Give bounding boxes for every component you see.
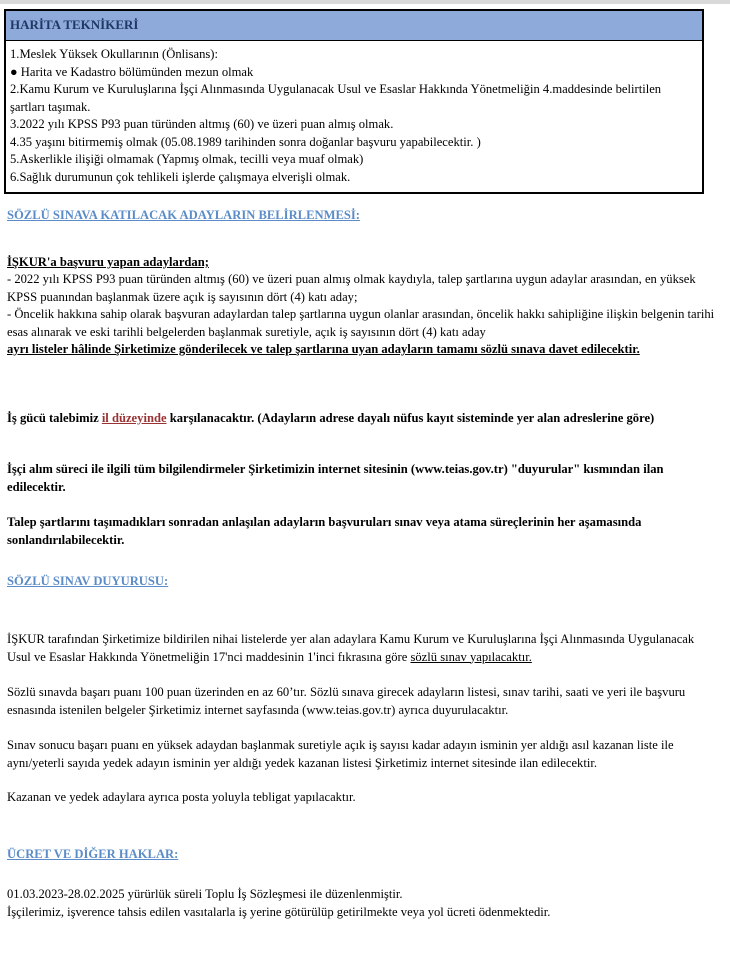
selection-paragraph-2: - Öncelik hakkına sahip olarak başvuran adaylardan talep şartlarına uygun olanlar arasından, öncelik hakkı sahipliğine ilişkin belgenin tarihi esas alınarak ve eski tarihli belgelerden başlanmak suretiyle, açık iş sayısının dört (4) katı aday [7, 307, 715, 339]
requirement-item: 3.2022 yılı KPSS P93 puan türünden altmış (60) ve üzeri puan almış olmak. [10, 117, 394, 131]
requirements-list [6, 41, 702, 186]
notice-workforce-pre: İş gücü talebimiz [7, 411, 102, 425]
notice-workforce [7, 410, 719, 428]
wages-title: ÜCRET VE DİĞER HAKLAR: [7, 847, 179, 861]
notice-announcements: İşçi alım süreci ile ilgili tüm bilgilendirmeler Şirketimizin internet sitesinin (www.teias.gov.tr) "duyurular" kısmından ilan edilecektir. [7, 462, 664, 494]
province-level-link[interactable]: il düzeyinde [101, 411, 167, 425]
selection-paragraph-1: - 2022 yılı KPSS P93 puan türünden altmış (60) ve üzeri puan almış olmak kaydıyla, talep şartlarına uygun adaylar arasından, en yüksek KPSS puanından başlanmak üzere açık iş sayısının dört (4) katı aday; [7, 272, 696, 304]
wages-line-2: İşçilerimiz, işverence tahsis edilen vasıtalarla iş yerine götürülüp getirilmekte veya yol ücreti ödenmektedir. [7, 905, 551, 919]
requirement-item: ● Harita ve Kadastro bölümünden mezun olmak [10, 64, 254, 79]
notice-workforce-post: karşılanacaktır. (Adayların adrese dayalı nüfus kayıt sisteminde yer alan adreslerine göre) [166, 411, 655, 425]
requirement-item: 6.Sağlık durumunun çok tehlikeli işlerde çalışmaya elverişli olmak. [10, 169, 351, 184]
oral-exam-paragraph-3: Sınav sonucu başarı puanı en yüksek adaydan başlanmak suretiyle açık iş sayısı kadar adayın isminin yer aldığı asıl kazanan liste ile aynı/yeterli sayıda yedek adayın isminin yer aldığı yedek kazanan listesi Şirketimiz internet sitesinde ilan edilecektir. [7, 738, 674, 770]
notice-termination: Talep şartlarını taşımadıkları sonradan anlaşılan adayların başvuruları sınav veya atama süreçlerinin her aşamasında sonlandırılabilecektir. [7, 515, 642, 547]
wages-line-1: 01.03.2023-28.02.2025 yürürlük süreli Toplu İş Sözleşmesi ile düzenlenmiştir. [7, 887, 403, 901]
oral-exam-title: SÖZLÜ SINAV DUYURUSU: [7, 574, 169, 588]
oral-exam-paragraph-2: Sözlü sınavda başarı puanı 100 puan üzerinden en az 60’tır. Sözlü sınava girecek adayların listesi, sınav tarihi, saati ve yeri ile başvuru esnasında istenilen belgeler Şirketimiz internet sayfasında (www.teias.gov.tr) ayrıca duyurulacaktır. [7, 685, 686, 717]
oral-exam-paragraph-1 [7, 631, 719, 666]
oral-exam-p1-underlined: sözlü sınav yapılacaktır. [410, 649, 532, 664]
oral-exam-p1-text: İŞKUR tarafından Şirketimize bildirilen nihai listelerde yer alan adaylara Kamu Kurum ve Kuruluşlarına İşçi Alınmasında Uygulanacak Usul ve Esaslar Hakkında Yönetmeliğin 17'nci maddesinin 1'inci fıkrasına göre [7, 632, 695, 664]
requirement-item: 5.Askerlikle ilişiği olmamak (Yapmış olmak, tecilli veya muaf olmak) [10, 152, 364, 166]
requirements-box [4, 9, 704, 194]
requirement-item: 2.Kamu Kurum ve Kuruluşlarına İşçi Alınmasında Uygulanacak Usul ve Esaslar Hakkında Yönetmeliğin 4.maddesinde belirtilen şartları taşımak. [10, 82, 662, 114]
requirement-item: 1.Meslek Yüksek Okullarının (Önlisans): [10, 47, 218, 61]
oral-exam-paragraph-4: Kazanan ve yedek adaylara ayrıca posta yoluyla tebligat yapılacaktır. [7, 790, 356, 804]
top-border [0, 0, 730, 4]
iskur-heading: İŞKUR'a başvuru yapan adaylardan; [7, 255, 209, 269]
oral-selection-title: SÖZLÜ SINAVA KATILACAK ADAYLARIN BELİRLENMESİ: [7, 208, 360, 222]
requirements-header: HARİTA TEKNİKERİ [6, 11, 702, 41]
requirement-item: 4.35 yaşını bitirmemiş olmak (05.08.1989 tarihinden sonra doğanlar başvuru yapabilecektir. ) [10, 134, 481, 149]
selection-paragraph-3: ayrı listeler hâlinde Şirketimize gönderilecek ve talep şartlarına uyan adayların tamamı sözlü sınava davet edilecektir. [7, 342, 640, 356]
